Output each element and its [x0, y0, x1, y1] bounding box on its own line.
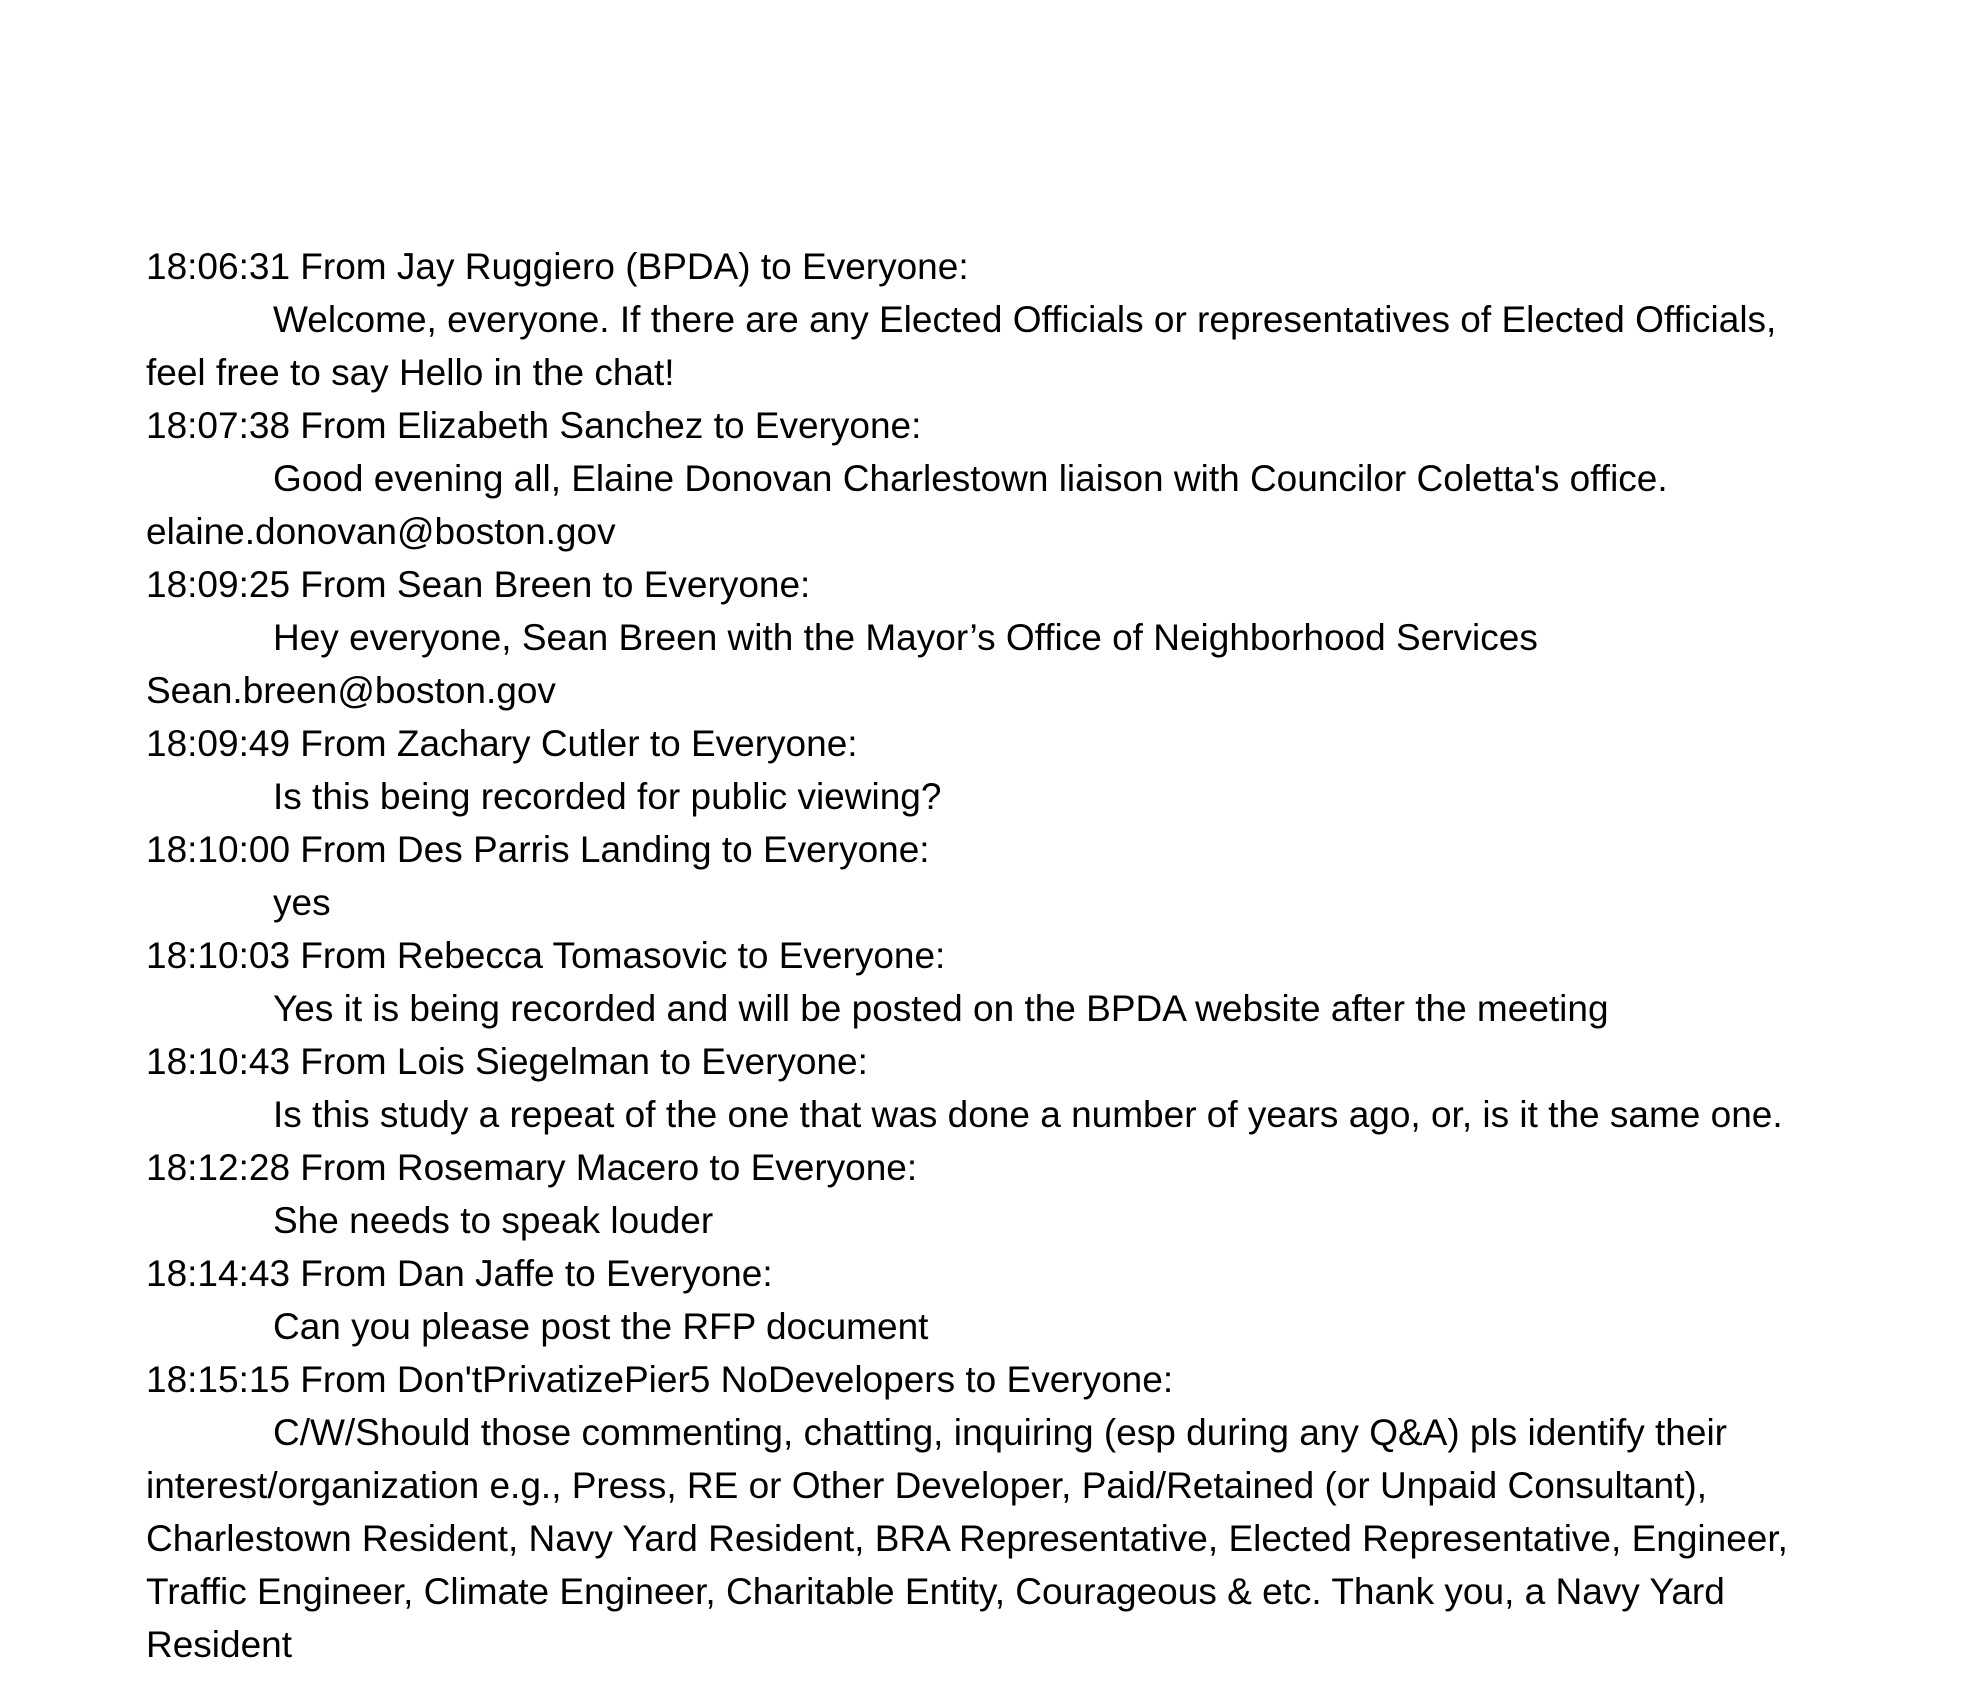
chat-transcript — [146, 240, 1826, 1671]
message-header: 18:10:43 From Lois Siegelman to Everyone: — [146, 1041, 868, 1082]
message-text: Is this study a repeat of the one that was done a number of years ago, or, is it the same one. — [273, 1094, 1783, 1135]
message-header: 18:15:15 From Don'tPrivatizePier5 NoDevelopers to Everyone: — [146, 1359, 1174, 1400]
message-header: 18:06:31 From Jay Ruggiero (BPDA) to Everyone: — [146, 246, 969, 287]
message-text: Yes it is being recorded and will be posted on the BPDA website after the meeting — [273, 988, 1609, 1029]
message-header: 18:09:25 From Sean Breen to Everyone: — [146, 564, 811, 605]
message-header: 18:09:49 From Zachary Cutler to Everyone: — [146, 723, 858, 764]
chat-entry — [146, 1247, 1826, 1353]
chat-entry — [146, 929, 1826, 1035]
message-text: Is this being recorded for public viewing? — [273, 776, 942, 817]
chat-entry — [146, 399, 1826, 558]
message-header: 18:10:03 From Rebecca Tomasovic to Everyone: — [146, 935, 946, 976]
message-text: C/W/Should those commenting, chatting, inquiring (esp during any Q&A) pls identify their interest/organization e.g., Press, RE or Other Developer, Paid/Retained (or Unpaid Consultant), Charlestown Resident, Navy Yard Resident, BRA Representative, Elected Representative, Engineer, Traffic Engineer, Climate Engineer, Charitable Entity, Courageous & etc. Thank you, a Navy Yard Resident — [146, 1412, 1788, 1665]
chat-entry — [146, 1035, 1826, 1141]
chat-entry — [146, 1141, 1826, 1247]
message-header: 18:10:00 From Des Parris Landing to Everyone: — [146, 829, 930, 870]
chat-entry — [146, 823, 1826, 929]
chat-entry — [146, 717, 1826, 823]
message-header: 18:07:38 From Elizabeth Sanchez to Everyone: — [146, 405, 922, 446]
chat-entry — [146, 240, 1826, 399]
message-header: 18:12:28 From Rosemary Macero to Everyone: — [146, 1147, 918, 1188]
message-text: She needs to speak louder — [273, 1200, 714, 1241]
message-text: yes — [273, 882, 331, 923]
message-header: 18:14:43 From Dan Jaffe to Everyone: — [146, 1253, 773, 1294]
message-text: Can you please post the RFP document — [273, 1306, 929, 1347]
message-text: Welcome, everyone. If there are any Elected Officials or representatives of Elected Officials, feel free to say Hello in the chat! — [146, 299, 1777, 393]
chat-entry — [146, 1353, 1826, 1671]
message-text: Hey everyone, Sean Breen with the Mayor’s Office of Neighborhood Services Sean.breen@boston.gov — [146, 617, 1538, 711]
chat-entry — [146, 558, 1826, 717]
message-text: Good evening all, Elaine Donovan Charlestown liaison with Councilor Coletta's office. elaine.donovan@boston.gov — [146, 458, 1668, 552]
